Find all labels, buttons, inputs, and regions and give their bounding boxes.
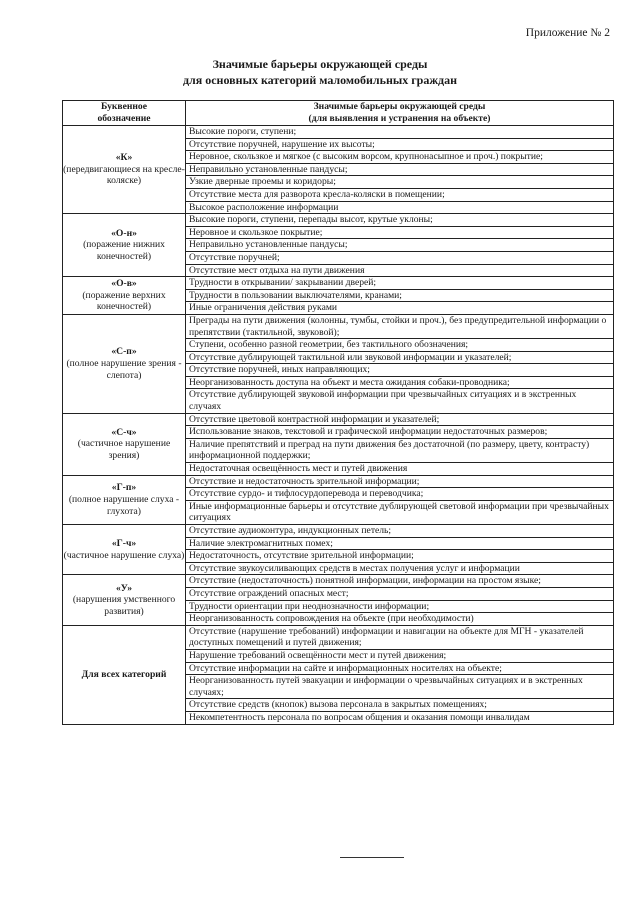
barrier-item: Некомпетентность персонала по вопросам общения и оказания помощи инвалидам: [189, 711, 530, 723]
barrier-item: Использование знаков, текстовой и графической информации недостаточных размеров;: [186, 426, 613, 439]
category-code: «У»: [115, 582, 133, 594]
barrier-item: Неорганизованность доступа на объект и места ожидания собаки-проводника;: [186, 377, 613, 390]
barrier-item: Неправильно установленные пандусы;: [186, 164, 613, 177]
barrier-item: Отсутствие сурдо- и тифлосурдоперевода и переводчика;: [186, 488, 613, 501]
category-code: «К»: [115, 152, 133, 164]
table-row: [63, 575, 614, 625]
table-header-row: [63, 101, 614, 126]
barrier-item: Отсутствие мест отдыха на пути движения: [189, 264, 365, 276]
category-description: (полное нарушение слуха - глухота): [68, 494, 180, 517]
barrier-item: Отсутствие аудиоконтура, индукционных петель;: [186, 525, 613, 538]
category-code: «Г-п»: [111, 482, 137, 494]
barrier-item: Отсутствие поручней, иных направляющих;: [186, 364, 613, 377]
barrier-item: Неорганизованность сопровождения на объекте (при необходимости): [189, 613, 474, 625]
category-code: «С-п»: [111, 346, 137, 358]
header-col2-line2: (для выявления и устранения на объекте): [308, 112, 491, 124]
header-col1-line2: обозначение: [97, 112, 151, 124]
table-row: [63, 413, 614, 475]
barrier-item: Отсутствие (недостаточность) понятной информации, информации на простом языке;: [186, 575, 613, 588]
footer-divider: [340, 857, 404, 858]
table-row: [63, 475, 614, 524]
category-cell: [63, 314, 186, 413]
barriers-cell: [186, 625, 614, 724]
barriers-cell: [186, 314, 614, 413]
table-row: [63, 277, 614, 315]
category-description: (частичное нарушение зрения): [77, 438, 171, 461]
barriers-cell: [186, 575, 614, 625]
table-row: [63, 525, 614, 575]
barrier-item: Отсутствие средств (кнопок) вызова персонала в закрытых помещениях;: [186, 699, 613, 712]
barrier-item: Отсутствие звукоусиливающих средств в местах получения услуг и информации: [189, 562, 520, 574]
barrier-item: Отсутствие поручней;: [186, 252, 613, 265]
barriers-cell: [186, 525, 614, 575]
barriers-cell: [186, 413, 614, 475]
category-cell: [63, 625, 186, 724]
barrier-item: Отсутствие поручней, нарушение их высоты;: [186, 139, 613, 152]
category-description: (полное нарушение зрения - слепота): [66, 357, 182, 381]
category-code: Для всех категорий: [81, 668, 167, 680]
barrier-item: Высокое расположение информации: [189, 201, 339, 213]
barrier-item: Трудности ориентации при неоднозначности информации;: [186, 601, 613, 614]
header-col1-line1: Буквенное: [101, 101, 147, 112]
table-row: [63, 214, 614, 277]
table-row: [63, 625, 614, 724]
barrier-item: Иные ограничения действия руками: [189, 302, 338, 314]
title-line-1: Значимые барьеры окружающей среды: [212, 57, 428, 71]
category-cell: [63, 525, 186, 575]
category-cell: [63, 575, 186, 625]
barrier-item: Трудности в открывании/ закрывании дверей;: [186, 277, 613, 290]
barrier-item: Неорганизованность путей эвакуации и информации о чрезвычайных ситуациях и в экстренных случаях;: [186, 675, 613, 699]
barrier-item: Недостаточная освещённость мест и путей движения: [189, 463, 408, 475]
barrier-item: Отсутствие места для разворота кресла-коляски в помещении;: [186, 189, 613, 202]
category-code: «Г-ч»: [111, 538, 137, 550]
barrier-item: Наличие препятствий и преград на пути движения без достаточной (по размеру, цвету, контрасту) информационной поддержки;: [186, 439, 613, 463]
table-row: [63, 314, 614, 413]
document-title: [0, 56, 640, 88]
barrier-item: Отсутствие ограждений опасных мест;: [186, 588, 613, 601]
barrier-item: Преграды на пути движения (колонны, тумбы, стойки и проч.), без предупредительной информации о препятствии (тактильной, звуковой);: [186, 315, 613, 339]
category-description: (нарушения умственного развития): [72, 594, 176, 617]
header-letter-designation: [63, 101, 186, 126]
category-description: (поражение верхних конечностей): [82, 289, 166, 313]
category-description: (частичное нарушение слуха): [63, 549, 185, 561]
category-code: «О-н»: [111, 227, 137, 239]
barrier-item: Высокие пороги, ступени, перепады высот, крутые уклоны;: [186, 214, 613, 227]
category-description: (передвигающиеся на кресле-коляске): [63, 163, 185, 187]
table-row: [63, 126, 614, 214]
barrier-item: Иные информационные барьеры и отсутствие дублирующей световой информации при чрезвычайных ситуациях: [189, 500, 609, 524]
barrier-item: Отсутствие дублирующей звуковой информации при чрезвычайных ситуациях и в экстренных случаях: [189, 389, 577, 413]
barrier-item: Трудности в пользовании выключателями, кранами;: [186, 290, 613, 303]
category-description: (поражение нижних конечностей): [83, 239, 165, 262]
barrier-item: Отсутствие (нарушение требований) информации и навигации на объекте для МГН - указателей доступных помещений и путей движения;: [186, 626, 613, 650]
barrier-item: Отсутствие информации на сайте и информационных носителях на объекте;: [186, 663, 613, 676]
appendix-label: Приложение № 2: [525, 27, 610, 39]
category-cell: [63, 214, 186, 277]
barrier-item: Недостаточность, отсутствие зрительной информации;: [186, 550, 613, 563]
category-cell: [63, 126, 186, 214]
barrier-item: Отсутствие цветовой контрастной информации и указателей;: [186, 414, 613, 427]
barriers-cell: [186, 126, 614, 214]
barriers-table: [62, 100, 614, 725]
barrier-item: Наличие электромагнитных помех;: [186, 538, 613, 551]
barrier-item: Ступени, особенно разной геометрии, без тактильного обозначения;: [186, 339, 613, 352]
category-code: «С-ч»: [111, 426, 137, 438]
barrier-item: Нарушение требований освещённости мест и путей движения;: [186, 650, 613, 663]
barriers-cell: [186, 475, 614, 524]
barrier-item: Неровное и скользкое покрытие;: [186, 227, 613, 240]
barrier-item: Неровное, скользкое и мягкое (с высоким ворсом, крупнонасыпное и проч.) покрытие;: [186, 151, 613, 164]
barriers-cell: [186, 214, 614, 277]
barrier-item: Отсутствие дублирующей тактильной или звуковой информации и указателей;: [186, 352, 613, 365]
title-line-2: для основных категорий маломобильных граждан: [182, 73, 458, 87]
category-code: «О-в»: [111, 278, 137, 290]
barrier-item: Узкие дверные проемы и коридоры;: [186, 176, 613, 189]
header-col2-line1: Значимые барьеры окружающей среды: [313, 101, 486, 112]
barrier-item: Неправильно установленные пандусы;: [186, 239, 613, 252]
barrier-item: Отсутствие и недостаточность зрительной информации;: [186, 476, 613, 489]
barrier-item: Высокие пороги, ступени;: [186, 126, 613, 139]
header-barriers: [186, 101, 614, 126]
category-cell: [63, 277, 186, 315]
category-cell: [63, 475, 186, 524]
barriers-cell: [186, 277, 614, 315]
category-cell: [63, 413, 186, 475]
